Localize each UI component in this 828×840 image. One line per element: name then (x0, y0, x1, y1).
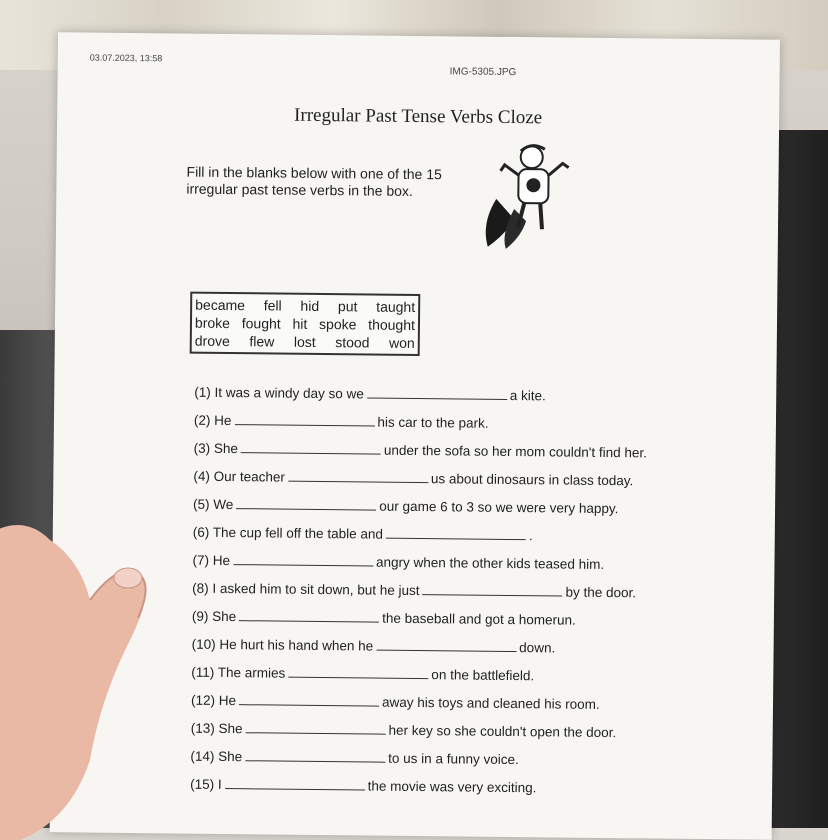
question-suffix: the baseball and got a homerun. (382, 610, 576, 628)
question-suffix: . (528, 528, 533, 544)
answer-blank[interactable] (236, 496, 376, 510)
word-bank-word: lost (293, 333, 316, 350)
word-bank-word: fought (241, 315, 281, 332)
word-bank-word: drove (194, 332, 230, 350)
answer-blank[interactable] (386, 526, 526, 540)
question-prefix: (10) He hurt his hand when he (191, 636, 374, 654)
answer-blank[interactable] (241, 440, 381, 454)
word-bank-row (194, 296, 416, 316)
question-prefix: (13) She (190, 720, 243, 737)
question-prefix: (5) We (193, 496, 234, 513)
word-bank-word: hit (292, 315, 308, 332)
question-prefix: (2) He (193, 412, 232, 429)
question-item (190, 776, 750, 810)
word-bank-row (194, 332, 416, 352)
question-suffix: to us in a funny voice. (388, 750, 519, 768)
question-prefix: (1) It was a windy day so we (194, 384, 364, 402)
question-prefix: (6) The cup fell off the table and (192, 524, 384, 542)
answer-blank[interactable] (239, 608, 379, 622)
question-prefix: (15) I (190, 776, 222, 792)
answer-blank[interactable] (245, 748, 385, 762)
word-bank-word: thought (368, 316, 416, 333)
word-bank-word: became (195, 296, 246, 314)
photo-date: 03.07.2023, 13:58 (89, 52, 163, 64)
word-bank-word: fell (263, 297, 282, 314)
word-bank (190, 292, 421, 356)
question-list (190, 384, 754, 810)
question-suffix: angry when the other kids teased him. (375, 554, 605, 572)
answer-blank[interactable] (245, 720, 385, 734)
hand-holding-paper (0, 500, 170, 840)
worksheet-title: Irregular Past Tense Verbs Cloze (294, 104, 543, 129)
question-suffix: by the door. (565, 584, 637, 601)
question-prefix: (9) She (191, 608, 237, 625)
word-bank-word: flew (249, 333, 275, 350)
question-suffix: a kite. (509, 387, 546, 404)
photo-filename: IMG-5305.JPG (449, 66, 517, 79)
answer-blank[interactable] (288, 665, 428, 679)
word-bank-word: taught (376, 298, 416, 315)
question-suffix: away his toys and cleaned his room. (381, 694, 600, 712)
question-prefix: (3) She (193, 440, 239, 457)
question-suffix: her key so she couldn't open the door. (388, 722, 617, 741)
word-bank-word: hid (300, 297, 320, 314)
word-bank-word: stood (335, 334, 370, 351)
answer-blank[interactable] (367, 385, 507, 399)
word-bank-word: spoke (319, 315, 357, 333)
word-bank-word: won (388, 334, 415, 351)
question-suffix: our game 6 to 3 so we were very happy. (379, 498, 619, 517)
word-bank-word: broke (194, 314, 231, 332)
answer-blank[interactable] (225, 776, 365, 790)
question-suffix: us about dinosaurs in class today. (430, 471, 634, 489)
answer-blank[interactable] (234, 412, 374, 426)
question-suffix: on the battlefield. (431, 667, 535, 684)
answer-blank[interactable] (423, 582, 563, 596)
question-suffix: down. (519, 640, 556, 656)
question-suffix: the movie was very exciting. (367, 778, 537, 796)
answer-blank[interactable] (233, 552, 373, 566)
question-prefix: (4) Our teacher (193, 468, 285, 485)
word-bank-word: put (337, 298, 358, 315)
question-prefix: (11) The armies (191, 664, 286, 681)
question-suffix: under the sofa so her mom couldn't find her. (383, 442, 647, 461)
question-prefix: (14) She (190, 748, 243, 765)
answer-blank[interactable] (288, 469, 428, 483)
question-prefix: (7) He (192, 552, 231, 569)
superhero-illustration (476, 139, 577, 252)
answer-blank[interactable] (239, 692, 379, 706)
question-prefix: (8) I asked him to sit down, but he just (192, 580, 420, 599)
question-suffix: his car to the park. (377, 414, 489, 431)
answer-blank[interactable] (376, 638, 516, 652)
worksheet-instructions: Fill in the blanks below with one of the 15 irregular past tense verbs in the box. (186, 163, 442, 199)
question-prefix: (12) He (190, 692, 237, 709)
word-bank-row (194, 314, 416, 334)
